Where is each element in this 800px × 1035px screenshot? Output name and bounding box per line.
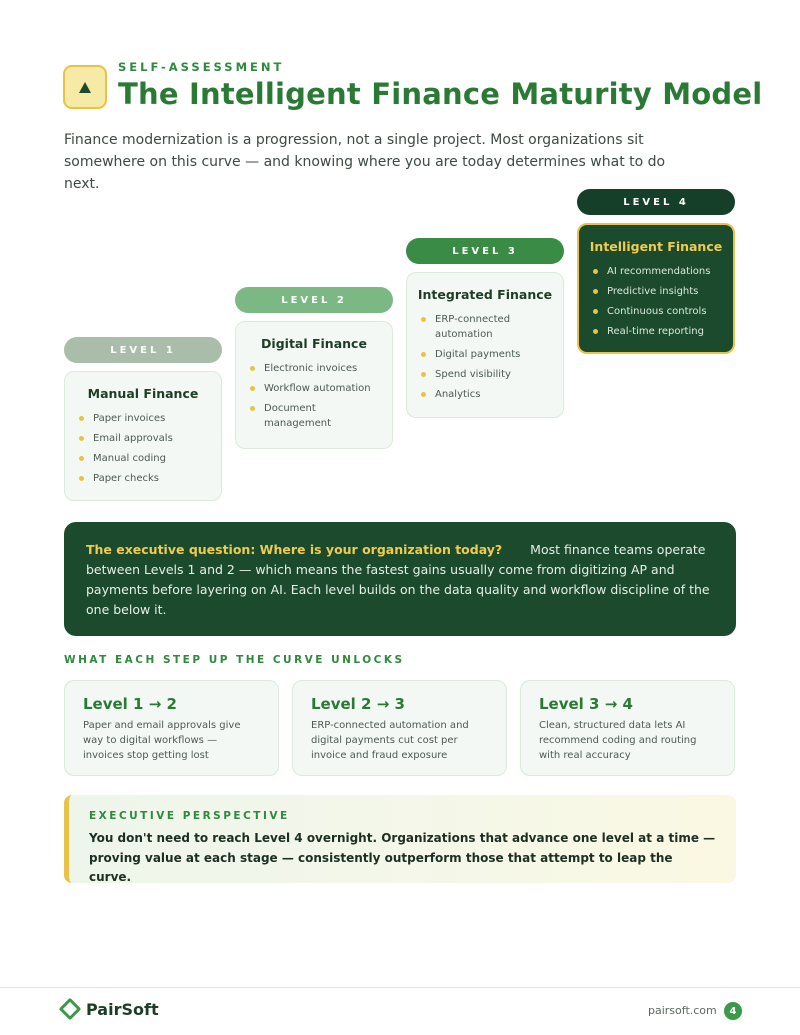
level-2-pill: LEVEL 2 — [235, 287, 393, 313]
list-item: Digital payments — [421, 347, 563, 362]
page-title: The Intelligent Finance Maturity Model — [118, 77, 763, 111]
triangle-icon — [79, 82, 91, 93]
perspective-label: EXECUTIVE PERSPECTIVE — [89, 810, 290, 822]
step-text: ERP-connected automation and digital payments cut cost per invoice and fraud exposure — [311, 720, 469, 761]
list-item: Paper checks — [79, 471, 221, 486]
level-3-title: Integrated Finance — [417, 287, 553, 302]
intro-text: Finance modernization is a progression, not a single project. Most organizations sit somewhere on this curve — and knowing where you are today determines what to do next. — [64, 132, 666, 192]
list-item: Document management — [250, 401, 350, 431]
step-card — [520, 680, 735, 776]
level-1-title: Manual Finance — [87, 386, 199, 401]
step-text: Paper and email approvals give way to digital workflows — invoices stop getting lost — [83, 720, 241, 761]
level-3-list — [407, 312, 563, 402]
level-3-pill: LEVEL 3 — [406, 238, 564, 264]
list-item: Predictive insights — [593, 284, 733, 299]
level-2-title: Digital Finance — [261, 336, 367, 351]
brand-logo-text: PairSoft — [86, 1000, 159, 1019]
step-title: Level 3 → 4 — [539, 695, 633, 713]
list-item: Real-time reporting — [593, 324, 733, 339]
list-item: Spend visibility — [421, 367, 563, 382]
step-text: Clean, structured data lets AI recommend coding and routing with real accuracy — [539, 720, 697, 761]
page-number: 4 — [724, 1002, 742, 1020]
level-1-list — [65, 411, 221, 486]
step-card — [64, 680, 279, 776]
list-item: Analytics — [421, 387, 563, 402]
executive-perspective-callout — [64, 795, 736, 883]
level-4-pill: LEVEL 4 — [577, 189, 735, 215]
eyebrow: SELF-ASSESSMENT — [118, 60, 285, 74]
list-item: Manual coding — [79, 451, 221, 466]
level-4-title: Intelligent Finance — [589, 239, 723, 254]
list-item: Electronic invoices — [250, 361, 392, 376]
level-2-card — [235, 321, 393, 449]
step-card — [292, 680, 507, 776]
list-item: Email approvals — [79, 431, 221, 446]
list-item: Paper invoices — [79, 411, 221, 426]
level-4-list — [579, 264, 733, 339]
list-item: AI recommendations — [593, 264, 733, 279]
footer-divider — [0, 987, 800, 988]
list-item: Continuous controls — [593, 304, 733, 319]
step-title: Level 2 → 3 — [311, 695, 405, 713]
list-item: Workflow automation — [250, 381, 392, 396]
executive-body: Most finance teams operate between Levels 1 and 2 — which means the fastest gains usually come from digitizing AP and payments before layering on AI. Each level builds on the data quality and workflow discipline of the one below it. — [86, 542, 710, 617]
level-4-card — [577, 223, 735, 354]
pairsoft-logo-icon — [59, 998, 82, 1021]
section-icon — [63, 65, 107, 109]
step-title: Level 1 → 2 — [83, 695, 177, 713]
perspective-text: You don't need to reach Level 4 overnight. Organizations that advance one level at a time — proving value at each stage — consistently outperform those that attempt to leap the curve. — [89, 831, 716, 884]
level-3-card — [406, 272, 564, 418]
level-2-list — [236, 361, 392, 431]
executive-question: The executive question: Where is your organization today? — [86, 542, 503, 557]
footer-site: pairsoft.com — [648, 1004, 717, 1017]
level-1-pill: LEVEL 1 — [64, 337, 222, 363]
level-1-card — [64, 371, 222, 501]
list-item: ERP-connected automation — [421, 312, 533, 342]
unlocks-heading: WHAT EACH STEP UP THE CURVE UNLOCKS — [64, 654, 405, 666]
executive-question-box — [64, 522, 736, 636]
